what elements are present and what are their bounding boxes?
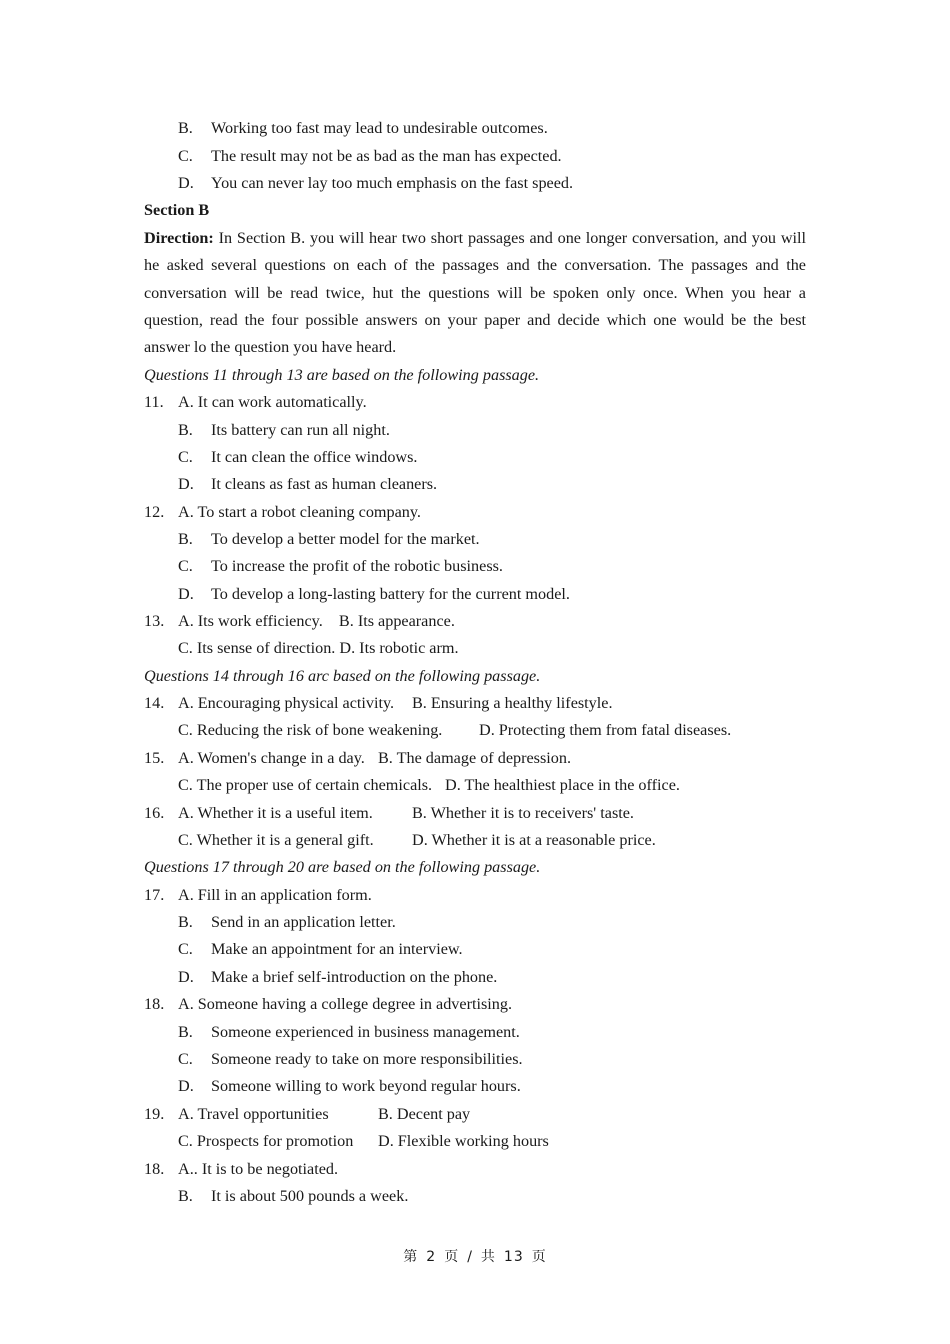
- option-line: B. It is about 500 pounds a week.: [178, 1187, 409, 1205]
- section-title: Section B: [144, 201, 210, 219]
- direction-line: question, read the four possible answers on your paper and decide which one would be the best: [144, 311, 806, 329]
- option-line: C. To increase the profit of the robotic business.: [178, 557, 503, 575]
- direction-line: answer lo the question you have heard.: [144, 338, 397, 356]
- page-number: 2: [426, 1249, 437, 1265]
- question-16: 16. A. Whether it is a useful item. B. Whether it is to receivers' taste.: [144, 804, 634, 822]
- page-total: 13: [503, 1249, 524, 1265]
- option-line: C. Its sense of direction. D. Its robotic arm.: [178, 639, 459, 657]
- passage-header: Questions 11 through 13 are based on the following passage.: [144, 366, 540, 384]
- option-line: C. Reducing the risk of bone weakening. D. Protecting them from fatal diseases.: [178, 721, 732, 739]
- question-19: 19. A. Travel opportunities B. Decent pay: [144, 1105, 471, 1123]
- direction-line: Direction: In Section B. you will hear two short passages and one longer conversation, and you will: [144, 229, 806, 247]
- option-line: C. Prospects for promotion D. Flexible working hours: [178, 1132, 549, 1150]
- question-13: 13. A. Its work efficiency. B. Its appearance.: [144, 612, 455, 630]
- page-footer: 第 2 页 / 共 13 页: [403, 1249, 547, 1265]
- option-line: D. Make a brief self-introduction on the phone.: [178, 968, 498, 986]
- option-line: C. It can clean the office windows.: [178, 448, 418, 466]
- question-11: 11. A. It can work automatically.: [144, 393, 367, 411]
- direction-line: he asked several questions on each of the passages and the conversation. The passages and the: [144, 256, 806, 274]
- option-line: B. To develop a better model for the market.: [178, 530, 480, 548]
- direction-line: conversation will be read twice, hut the questions will be spoken only once. When you hear a: [144, 284, 806, 302]
- option-line: C. Whether it is a general gift. D. Whether it is at a reasonable price.: [178, 831, 656, 849]
- option-line: B. Working too fast may lead to undesirable outcomes.: [178, 119, 548, 137]
- option-line: B. Its battery can run all night.: [178, 421, 390, 439]
- option-line: C. Someone ready to take on more responsibilities.: [178, 1050, 523, 1068]
- option-line: D. It cleans as fast as human cleaners.: [178, 475, 438, 493]
- passage-header: Questions 14 through 16 arc based on the following passage.: [144, 667, 541, 685]
- question-14: 14. A. Encouraging physical activity. B. Ensuring a healthy lifestyle.: [144, 694, 613, 712]
- question-20: 18. A.. It is to be negotiated.: [144, 1160, 339, 1178]
- option-line: B. Someone experienced in business management.: [178, 1023, 520, 1041]
- option-line: C. The result may not be as bad as the man has expected.: [178, 147, 562, 165]
- option-line: D. Someone willing to work beyond regular hours.: [178, 1077, 521, 1095]
- question-18: 18. A. Someone having a college degree in advertising.: [144, 995, 512, 1013]
- question-15: 15. A. Women's change in a day. B. The damage of depression.: [144, 749, 572, 767]
- passage-header: Questions 17 through 20 are based on the following passage.: [144, 858, 541, 876]
- option-line: C. The proper use of certain chemicals. D. The healthiest place in the office.: [178, 776, 680, 794]
- option-line: C. Make an appointment for an interview.: [178, 940, 463, 958]
- option-line: D. To develop a long-lasting battery for the current model.: [178, 585, 570, 603]
- question-12: 12. A. To start a robot cleaning company.: [144, 503, 421, 521]
- question-17: 17. A. Fill in an application form.: [144, 886, 372, 904]
- option-line: B. Send in an application letter.: [178, 913, 396, 931]
- option-line: D. You can never lay too much emphasis on the fast speed.: [178, 174, 574, 192]
